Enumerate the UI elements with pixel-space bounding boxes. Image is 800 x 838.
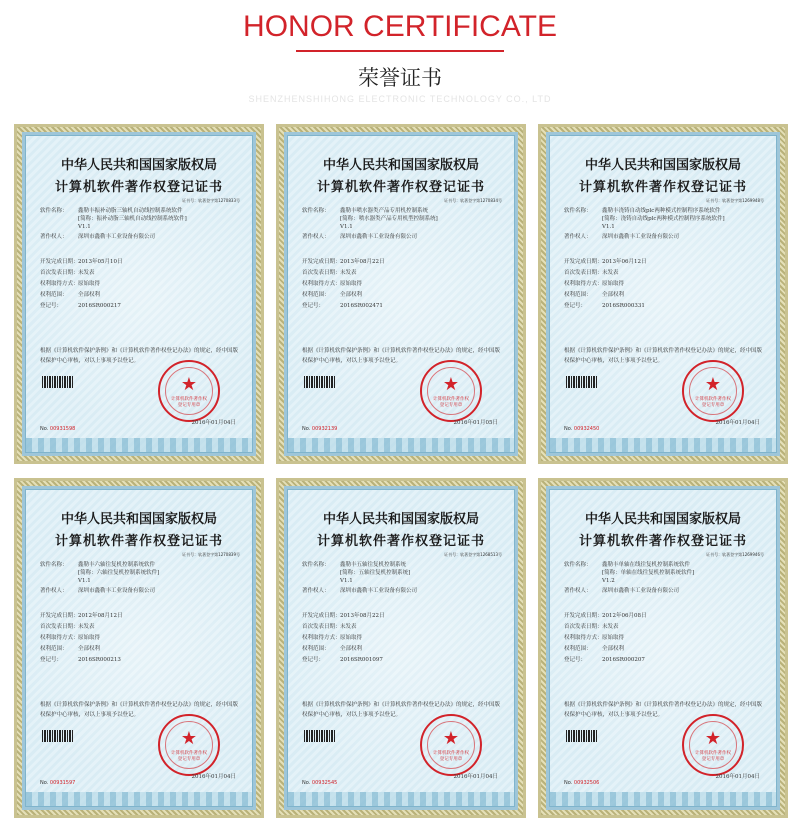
- field-scope: 权利范围： 全部权利: [302, 646, 363, 652]
- seal-star-icon: ★: [704, 728, 722, 749]
- certificate-statement: 根据《计算机软件保护条例》和《计算机软件著作权登记办法》的规定，经中国版权保护中心审核，对以上事项予以登记。: [564, 348, 763, 364]
- field-scope: 权利范围： 全部权利: [564, 646, 625, 652]
- field-software-name: 软件名称： 鑫勒丰单轴在线往复机控制系统软件 [简称：单轴在线往复机控制系统软件] V1.2: [564, 562, 695, 584]
- field-software-name: 软件名称： 鑫勒丰喷水器类产品专用机控制系统 [简称：喷水器类产品专用机型控制系统] V1.1: [302, 208, 438, 230]
- certificate-border-pattern: [26, 438, 252, 452]
- certificate-title: 计算机软件著作权登记证书: [316, 180, 485, 195]
- field-reg-no: 登记号： 2016SR000207: [564, 657, 645, 663]
- certificate-paper: [25, 489, 253, 807]
- field-method: 权利取得方式： 原始取得: [302, 281, 363, 287]
- barcode-icon: [566, 376, 598, 388]
- field-scope: 权利范围： 全部权利: [40, 646, 101, 652]
- field-method: 权利取得方式： 原始取得: [564, 635, 625, 641]
- certificate-authority: 中华人民共和国国家版权局: [60, 158, 217, 173]
- certificate-3: [538, 124, 788, 464]
- field-completed: 开发完成日期： 2012年08月12日: [40, 613, 123, 619]
- certificate-frame: [538, 124, 788, 464]
- field-software-name: 软件名称： 鑫勒丰六轴往复机控制系统软件 [简称：六轴往复机控制系统软件] V1.1: [40, 562, 160, 584]
- certificate-frame: [14, 478, 264, 818]
- certificate-authority: 中华人民共和国国家版权局: [60, 512, 217, 527]
- certificate-6: [538, 478, 788, 818]
- certificate-title: 计算机软件著作权登记证书: [578, 534, 747, 549]
- certificate-border-pattern: [550, 438, 776, 452]
- certificate-5: [276, 478, 526, 818]
- field-owner: 著作权人： 深圳市鑫勒丰工业设备有限公司: [564, 588, 680, 594]
- official-seal-icon: ★ 计算机软件著作权 登记专用章: [420, 714, 482, 776]
- certificate-statement: 根据《计算机软件保护条例》和《计算机软件著作权登记办法》的规定，经中国版权保护中心审核，对以上事项予以登记。: [302, 348, 501, 364]
- certificate-number: 证书号：软著登字第1270834号: [444, 198, 502, 203]
- certificate-paper: [549, 489, 777, 807]
- certificate-serial: No. 00931598: [40, 426, 76, 432]
- field-published: 首次发表日期： 未发表: [564, 624, 619, 630]
- certificate-border-pattern: [26, 792, 252, 806]
- company-watermark-text: SHENZHENSHIHONG ELECTRONIC TECHNOLOGY CO., LTD: [248, 94, 552, 104]
- certificate-number: 证书号：软著登字第1270839号: [182, 552, 240, 557]
- field-scope: 权利范围： 全部权利: [302, 292, 363, 298]
- field-completed: 开发完成日期： 2012年06月08日: [564, 613, 647, 619]
- certificate-date: 2016年01月04日: [715, 774, 760, 780]
- certificate-fields: [40, 560, 244, 666]
- certificate-fields: [564, 206, 768, 312]
- field-completed: 开发完成日期： 2013年06月12日: [564, 259, 647, 265]
- field-completed: 开发完成日期： 2013年08月22日: [302, 613, 385, 619]
- certificate-date: 2016年01月05日: [453, 420, 498, 426]
- field-method: 权利取得方式： 原始取得: [302, 635, 363, 641]
- field-published: 首次发表日期： 未发表: [40, 270, 95, 276]
- certificate-authority: 中华人民共和国国家版权局: [584, 512, 741, 527]
- field-published: 首次发表日期： 未发表: [302, 624, 357, 630]
- certificate-serial: No. 00932450: [564, 426, 600, 432]
- certificate-date: 2016年01月04日: [191, 774, 236, 780]
- barcode-icon: [566, 730, 598, 742]
- certificate-statement: 根据《计算机软件保护条例》和《计算机软件著作权登记办法》的规定，经中国版权保护中心审核，对以上事项予以登记。: [40, 348, 239, 364]
- certificate-date: 2016年01月04日: [715, 420, 760, 426]
- certificate-serial: No. 00932545: [302, 780, 338, 786]
- title-underline: [296, 50, 504, 52]
- field-published: 首次发表日期： 未发表: [302, 270, 357, 276]
- field-published: 首次发表日期： 未发表: [40, 624, 95, 630]
- page-header: [0, 0, 800, 118]
- certificate-statement: 根据《计算机软件保护条例》和《计算机软件著作权登记办法》的规定，经中国版权保护中心审核，对以上事项予以登记。: [302, 702, 501, 718]
- official-seal-icon: ★ 计算机软件著作权 登记专用章: [158, 360, 220, 422]
- field-scope: 权利范围： 全部权利: [564, 292, 625, 298]
- seal-star-icon: ★: [442, 374, 460, 395]
- barcode-icon: [42, 730, 74, 742]
- certificate-paper: [25, 135, 253, 453]
- barcode-icon: [304, 376, 336, 388]
- field-scope: 权利范围： 全部权利: [40, 292, 101, 298]
- certificate-authority: 中华人民共和国国家版权局: [322, 158, 479, 173]
- official-seal-icon: ★ 计算机软件著作权 登记专用章: [158, 714, 220, 776]
- field-reg-no: 登记号： 2016SR001097: [302, 657, 383, 663]
- certificate-number: 证书号：软著登字第1268513号: [444, 552, 502, 557]
- certificate-frame: [538, 478, 788, 818]
- field-software-name: 软件名称： 鑫勒丰浇铸自动线plc两种模式控制程序系统软件 [简称：浇铸自动线plc两种模式控制程序系统软件] V1.1: [564, 208, 725, 230]
- certificate-authority: 中华人民共和国国家版权局: [322, 512, 479, 527]
- field-reg-no: 登记号： 2016SR000213: [40, 657, 121, 663]
- field-completed: 开发完成日期： 2013年08月22日: [302, 259, 385, 265]
- certificate-paper: [287, 489, 515, 807]
- certificate-paper: [287, 135, 515, 453]
- certificate-frame: [14, 124, 264, 464]
- page-title: HONOR CERTIFICATE: [243, 10, 557, 43]
- certificate-fields: [564, 560, 768, 666]
- barcode-icon: [304, 730, 336, 742]
- certificate-date: 2016年01月04日: [191, 420, 236, 426]
- certificate-paper: [549, 135, 777, 453]
- certificate-statement: 根据《计算机软件保护条例》和《计算机软件著作权登记办法》的规定，经中国版权保护中心审核，对以上事项予以登记。: [564, 702, 763, 718]
- field-method: 权利取得方式： 原始取得: [40, 281, 101, 287]
- certificate-border-pattern: [288, 438, 514, 452]
- certificate-fields: [302, 206, 506, 312]
- field-reg-no: 登记号： 2016SR000217: [40, 303, 121, 309]
- certificate-number: 证书号：软著登字第1269948号: [706, 198, 764, 203]
- certificate-number: 证书号：软著登字第1270833号: [182, 198, 240, 203]
- certificate-statement: 根据《计算机软件保护条例》和《计算机软件著作权登记办法》的规定，经中国版权保护中心审核，对以上事项予以登记。: [40, 702, 239, 718]
- certificate-serial: No. 00931597: [40, 780, 76, 786]
- certificate-title: 计算机软件著作权登记证书: [316, 534, 485, 549]
- barcode-icon: [42, 376, 74, 388]
- certificate-2: [276, 124, 526, 464]
- field-software-name: 软件名称： 鑫勒丰振补动脂三轴机自动线控制系统软件 [简称：振补动脂三轴机自动线控制系统软件] V1.1: [40, 208, 187, 230]
- certificate-serial: No. 00932506: [564, 780, 600, 786]
- certificate-border-pattern: [288, 792, 514, 806]
- certificate-1: [14, 124, 264, 464]
- certificate-title: 计算机软件著作权登记证书: [54, 180, 223, 195]
- official-seal-icon: ★ 计算机软件著作权 登记专用章: [682, 360, 744, 422]
- seal-star-icon: ★: [180, 374, 198, 395]
- certificate-date: 2016年01月04日: [453, 774, 498, 780]
- certificate-fields: [40, 206, 244, 312]
- certificate-authority: 中华人民共和国国家版权局: [584, 158, 741, 173]
- certificate-title: 计算机软件著作权登记证书: [54, 534, 223, 549]
- certificate-frame: [276, 478, 526, 818]
- seal-star-icon: ★: [704, 374, 722, 395]
- field-owner: 著作权人： 深圳市鑫勒丰工业设备有限公司: [564, 234, 680, 240]
- certificate-serial: No. 00932139: [302, 426, 338, 432]
- field-owner: 著作权人： 深圳市鑫勒丰工业设备有限公司: [40, 588, 156, 594]
- field-software-name: 软件名称： 鑫勒丰五轴往复机控制系统 [简称：五轴往复机控制系统] V1.1: [302, 562, 411, 584]
- certificate-fields: [302, 560, 506, 666]
- official-seal-icon: ★ 计算机软件著作权 登记专用章: [682, 714, 744, 776]
- field-owner: 著作权人： 深圳市鑫勒丰工业设备有限公司: [302, 588, 418, 594]
- certificate-frame: [276, 124, 526, 464]
- field-reg-no: 登记号： 2016SR002471: [302, 303, 383, 309]
- field-method: 权利取得方式： 原始取得: [564, 281, 625, 287]
- seal-star-icon: ★: [442, 728, 460, 749]
- field-published: 首次发表日期： 未发表: [564, 270, 619, 276]
- field-reg-no: 登记号： 2016SR000331: [564, 303, 645, 309]
- certificate-border-pattern: [550, 792, 776, 806]
- field-owner: 著作权人： 深圳市鑫勒丰工业设备有限公司: [40, 234, 156, 240]
- certificate-title: 计算机软件著作权登记证书: [578, 180, 747, 195]
- field-completed: 开发完成日期： 2013年05月10日: [40, 259, 123, 265]
- certificate-number: 证书号：软著登字第1269946号: [706, 552, 764, 557]
- seal-star-icon: ★: [180, 728, 198, 749]
- official-seal-icon: ★ 计算机软件著作权 登记专用章: [420, 360, 482, 422]
- field-method: 权利取得方式： 原始取得: [40, 635, 101, 641]
- page-title-chinese: 荣誉证书: [358, 66, 442, 90]
- field-owner: 著作权人： 深圳市鑫勒丰工业设备有限公司: [302, 234, 418, 240]
- certificate-4: [14, 478, 264, 818]
